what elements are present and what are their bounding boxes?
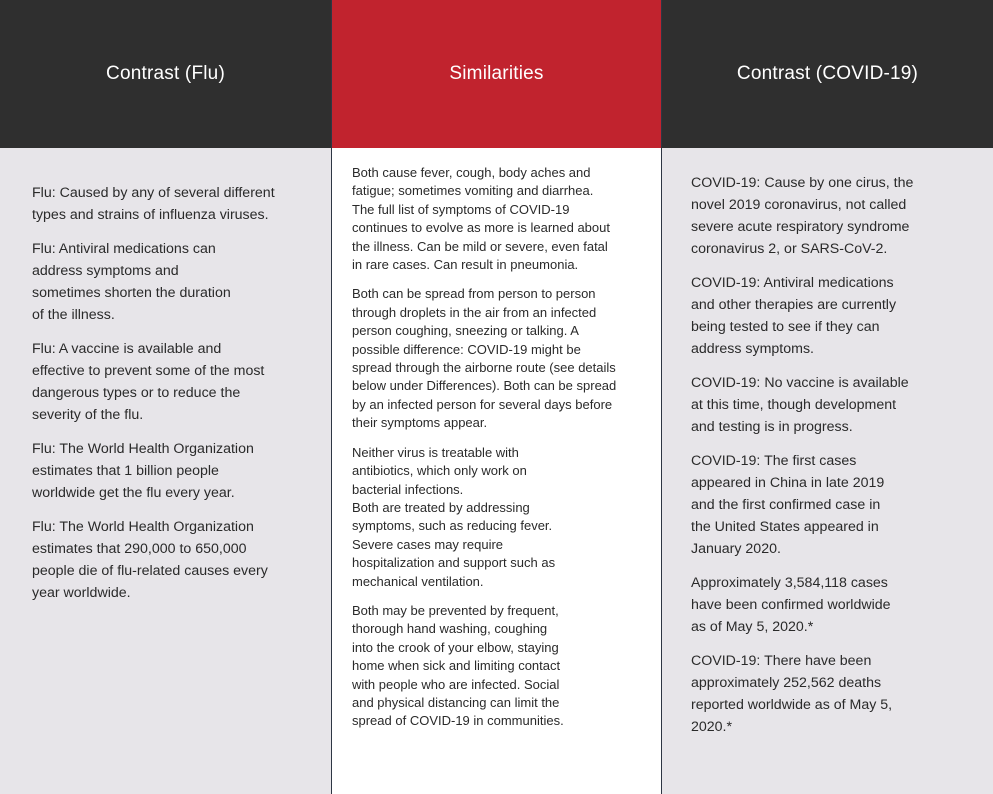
covid-cases-text: Approximately 3,584,118 cases have been confirmed worldwide as of May 5, 2020.* <box>691 575 891 635</box>
similar-treatment-text: Neither virus is treatable with antibiotics, which only work on bacterial infections. Both are treated by addressing symptoms, such as reducing fever. Severe cases may require hospitalization and support such as mechanical ventilation. <box>352 444 556 589</box>
covid-deaths-text: COVID-19: There have been approximately 252,562 deaths reported worldwide as of May 5, 2020.* <box>691 653 893 735</box>
covid-vaccine-text: COVID-19: No vaccine is available at this time, though development and testing is in progress. <box>691 375 909 435</box>
flu-antiviral-text: Flu: Antiviral medications can address symptoms and sometimes shorten the duration of the illness. <box>32 241 231 323</box>
similar-symptoms-text: Both cause fever, cough, body aches and fatigue; sometimes vomiting and diarrhea. The full list of symptoms of COVID-19 continues to evolve as more is learned about the illness. Can be mild or severe, even fatal in rare cases. Can result in pneumonia. <box>352 165 610 273</box>
flu-cause-text: Flu: Caused by any of several different types and strains of influenza viruses. <box>32 185 275 223</box>
header-similarities <box>332 0 661 148</box>
column-similarities-body <box>332 148 661 794</box>
similar-spread-text: Both can be spread from person to person through droplets in the air from an infected person coughing, sneezing or talking. A possible difference: COVID-19 might be spread through the airborne route (see details below under Differences). Both can be spread by an infected person for several days before their symptoms appear. <box>352 286 617 431</box>
flu-cases-text: Flu: The World Health Organization estimates that 1 billion people worldwide get the flu every year. <box>32 441 254 501</box>
similar-prevention-text: Both may be prevented by frequent, thorough hand washing, coughing into the crook of your elbow, staying home when sick and limiting contact with people who are infected. Social and physical distancing can limit the spread of COVID-19 in communities. <box>352 602 564 729</box>
header-contrast-covid <box>662 0 993 148</box>
header-contrast-flu <box>0 0 331 148</box>
covid-first-cases-text: COVID-19: The first cases appeared in China in late 2019 and the first confirmed case in the United States appeared in January 2020. <box>691 453 885 557</box>
column-flu-body <box>0 148 331 794</box>
column-flu <box>0 0 331 794</box>
column-covid <box>662 0 993 794</box>
flu-deaths-text: Flu: The World Health Organization estimates that 290,000 to 650,000 people die of flu-related causes every year worldwide. <box>32 519 268 601</box>
covid-antiviral-text: COVID-19: Antiviral medications and other therapies are currently being tested to see if they can address symptoms. <box>691 275 897 357</box>
flu-vaccine-text: Flu: A vaccine is available and effective to prevent some of the most dangerous types or to reduce the severity of the flu. <box>32 341 265 423</box>
header-label: Contrast (Flu) <box>106 63 225 84</box>
covid-cause-text: COVID-19: Cause by one cirus, the novel 2019 coronavirus, not called severe acute respiratory syndrome coronavirus 2, or SARS-CoV-2. <box>691 175 914 257</box>
column-covid-body <box>662 148 993 794</box>
header-label: Contrast (COVID-19) <box>736 63 919 84</box>
column-similarities <box>331 0 662 794</box>
header-label: Similarities <box>449 63 544 84</box>
